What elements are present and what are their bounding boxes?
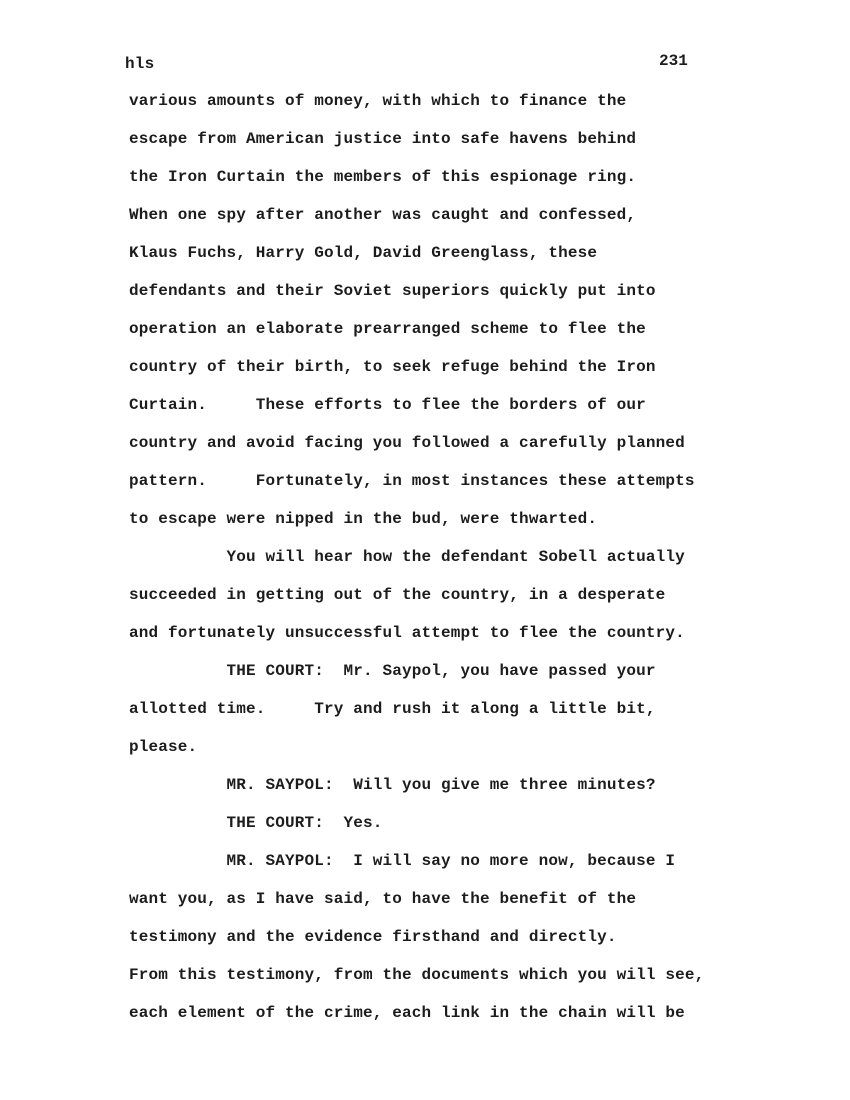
transcript-line: please. (129, 738, 198, 756)
transcript-line: You will hear how the defendant Sobell actually (129, 548, 685, 566)
transcript-line: escape from American justice into safe havens behind (129, 130, 637, 148)
transcript-line: THE COURT: Mr. Saypol, you have passed your (129, 662, 656, 680)
transcript-line: testimony and the evidence firsthand and directly. (129, 928, 617, 946)
transcript-line: country and avoid facing you followed a carefully planned (129, 434, 685, 452)
transcript-line: country of their birth, to seek refuge behind the Iron (129, 358, 656, 376)
transcript-line: to escape were nipped in the bud, were thwarted. (129, 510, 598, 528)
transcript-line: Curtain. These efforts to flee the borders of our (129, 396, 646, 414)
transcript-line: From this testimony, from the documents which you will see, (129, 966, 705, 984)
transcript-line: When one spy after another was caught and confessed, (129, 206, 637, 224)
transcript-line: Klaus Fuchs, Harry Gold, David Greenglass, these (129, 244, 598, 262)
transcript-line: various amounts of money, with which to finance the (129, 92, 627, 110)
transcript-line: THE COURT: Yes. (129, 814, 383, 832)
transcript-line: allotted time. Try and rush it along a little bit, (129, 700, 656, 718)
transcript-line: MR. SAYPOL: I will say no more now, because I (129, 852, 676, 870)
transcript-line: pattern. Fortunately, in most instances these attempts (129, 472, 695, 490)
transcript-line: want you, as I have said, to have the benefit of the (129, 890, 637, 908)
transcript-line: each element of the crime, each link in the chain will be (129, 1004, 685, 1022)
transcript-line: succeeded in getting out of the country, in a desperate (129, 586, 666, 604)
transcript-line: and fortunately unsuccessful attempt to flee the country. (129, 624, 685, 642)
transcript-line: the Iron Curtain the members of this espionage ring. (129, 168, 637, 186)
transcript-line: operation an elaborate prearranged scheme to flee the (129, 320, 646, 338)
page-number: 231 (659, 52, 688, 70)
transcript-line: MR. SAYPOL: Will you give me three minutes? (129, 776, 656, 794)
transcript-line: defendants and their Soviet superiors quickly put into (129, 282, 656, 300)
reporter-initials: hls (125, 55, 155, 73)
